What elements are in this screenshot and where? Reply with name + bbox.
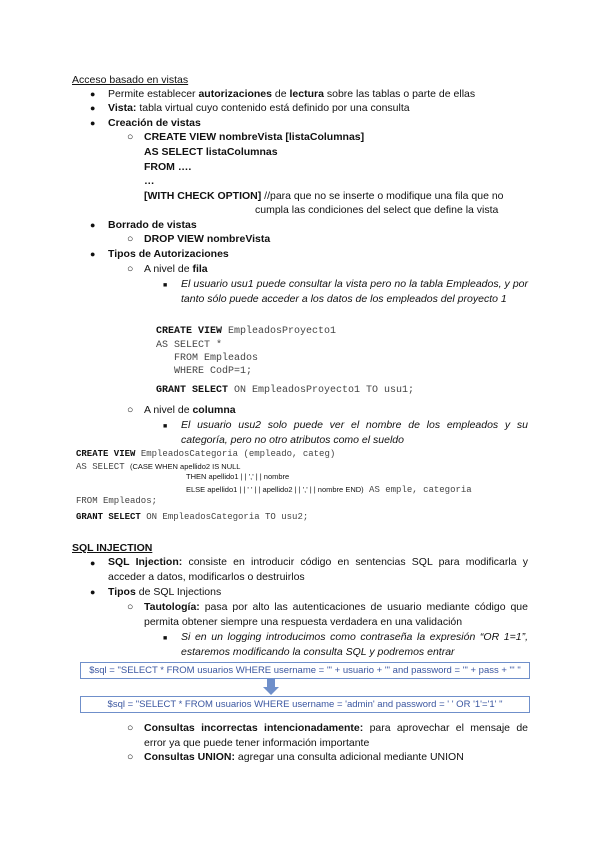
- section-title-vistas: Acceso basado en vistas: [72, 74, 189, 86]
- create-line-3: FROM ….: [144, 161, 192, 173]
- code2-line-1: CREATE VIEW EmpleadosCategoria (empleado, categ): [76, 449, 336, 459]
- code2-line-6: GRANT SELECT ON EmpleadosCategoria TO usu2;: [76, 512, 309, 522]
- square-bullet-icon: ■: [163, 635, 168, 642]
- circle-bullet-icon: ○: [127, 751, 134, 763]
- bullet-icon: ●: [90, 103, 96, 113]
- arrow-down-icon: [263, 679, 279, 695]
- fila-note: El usuario usu1 puede consultar la vista pero no la tabla Empleados, y por tanto sólo puede acceder a los datos de los empleados del proyecto 1: [181, 278, 528, 305]
- circle-bullet-icon: ○: [127, 601, 134, 613]
- bullet-icon: ●: [90, 587, 96, 597]
- code1-line-5: GRANT SELECT ON EmpleadosProyecto1 TO usu1;: [156, 385, 415, 396]
- nivel-fila: A nivel de fila: [144, 263, 208, 275]
- bullet-creacion: Creación de vistas: [108, 117, 201, 129]
- bullet-vista: Vista: tabla virtual cuyo contenido está definido por una consulta: [108, 102, 410, 114]
- section-title-sql-injection: SQL INJECTION: [72, 542, 153, 554]
- bullet-permite: Permite establecer autorizaciones de lectura sobre las tablas o parte de ellas: [108, 88, 476, 100]
- consultas-incorrectas: Consultas incorrectas intencionadamente: para aprovechar el mensaje de error ya que puede tener información importante: [144, 722, 529, 749]
- create-line-2: AS SELECT listaColumnas: [144, 146, 278, 158]
- create-line-4: …: [144, 175, 155, 187]
- bullet-sql-injection: SQL Injection: consiste en introducir código en sentencias SQL para modificarla y acceder a datos, modificarlos o destruirlos: [108, 556, 528, 583]
- circle-bullet-icon: ○: [127, 131, 134, 143]
- sql-original-box: $sql = "SELECT * FROM usuarios WHERE username = '" + usuario + "' and password = '" + pass + "' ": [80, 662, 530, 679]
- code2-line-2: AS SELECT (CASE WHEN apellido2 IS NULL: [76, 462, 241, 472]
- circle-bullet-icon: ○: [127, 263, 134, 275]
- code1-line-3: FROM Empleados: [156, 353, 259, 364]
- bullet-icon: ●: [90, 89, 96, 99]
- circle-bullet-icon: ○: [127, 722, 134, 734]
- drop-view-line: DROP VIEW nombreVista: [144, 233, 271, 245]
- create-line-5: [WITH CHECK OPTION] //para que no se inserte o modifique una fila que no: [144, 190, 504, 202]
- bullet-icon: ●: [90, 558, 96, 568]
- bullet-tipos: Tipos de SQL Injections: [108, 586, 222, 598]
- consultas-union: Consultas UNION: agregar una consulta adicional mediante UNION: [144, 751, 464, 763]
- bullet-icon: ●: [90, 220, 96, 230]
- code2-line-3: THEN apellido1 | | ',' | | nombre: [186, 472, 290, 481]
- nivel-columna: A nivel de columna: [144, 404, 236, 416]
- columna-note: El usuario usu2 solo puede ver el nombre de los empleados y su categoría, pero no otro atributos como el sueldo: [181, 419, 528, 446]
- code2-line-4: ELSE apellido1 | | ' ' | | apellido2 | | ',' | | nombre END) AS emple, categoria: [186, 485, 472, 495]
- bullet-icon: ●: [90, 249, 96, 259]
- square-bullet-icon: ■: [163, 423, 168, 430]
- circle-bullet-icon: ○: [127, 233, 134, 245]
- circle-bullet-icon: ○: [127, 404, 134, 416]
- code1-line-2: AS SELECT *: [156, 340, 223, 351]
- create-line-6: cumpla las condiciones del select que define la vista: [255, 204, 499, 216]
- bullet-icon: ●: [90, 118, 96, 128]
- tautologia-note: Si en un logging introducimos como contraseña la expresión “OR 1=1”, estaremos modificando la consulta SQL y podremos entrar: [181, 631, 528, 658]
- code1-line-1: CREATE VIEW EmpleadosProyecto1: [156, 326, 337, 337]
- square-bullet-icon: ■: [163, 282, 168, 289]
- code2-line-5: FROM Empleados;: [76, 496, 158, 506]
- bullet-tipos-autorizaciones: Tipos de Autorizaciones: [108, 248, 229, 260]
- code1-line-4: WHERE CodP=1;: [156, 366, 253, 377]
- tautologia: Tautología: pasa por alto las autenticaciones de usuario mediante código que permita obtener siempre una respuesta verdadera en una validación: [144, 601, 528, 628]
- bullet-borrado: Borrado de vistas: [108, 219, 197, 231]
- sql-injected-box: $sql = "SELECT * FROM usuarios WHERE username = 'admin' and password = ' ' OR '1'='1' ": [80, 696, 530, 713]
- create-line-1: CREATE VIEW nombreVista [listaColumnas]: [144, 131, 365, 143]
